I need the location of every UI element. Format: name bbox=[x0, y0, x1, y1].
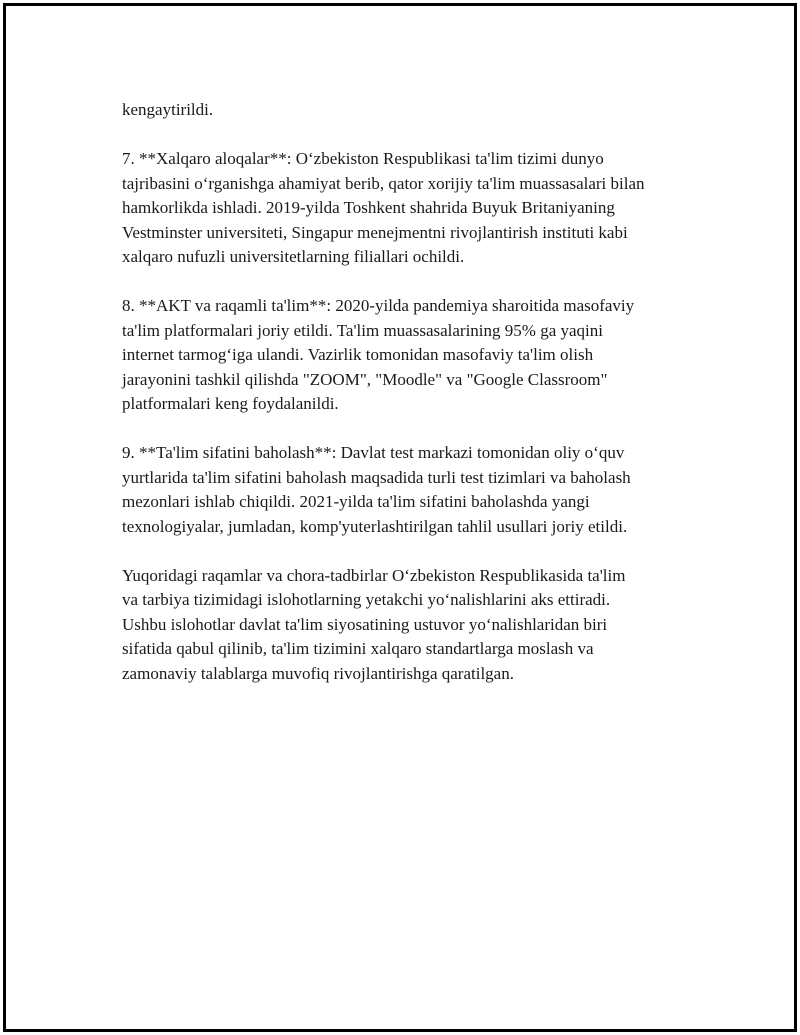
text-line: 7. **Xalqaro aloqalar**: O‘zbekiston Respublikasi ta'lim tizimi dunyo bbox=[122, 149, 604, 168]
text-line: kengaytirildi. bbox=[122, 100, 214, 119]
text-line: jarayonini tashkil qilishda "ZOOM", "Moodle" va "Google Classroom" bbox=[122, 369, 608, 389]
paragraph-quality-assessment bbox=[122, 441, 682, 539]
text-line: hamkorlikda ishladi. 2019-yilda Toshkent shahrida Buyuk Britaniyaning bbox=[122, 198, 615, 217]
text-line: platformalari keng foydalanildi. bbox=[122, 394, 339, 413]
text-line: Vestminster universiteti, Singapur menejmentni rivojlantirish instituti kabi bbox=[122, 222, 628, 242]
paragraph-conclusion bbox=[122, 564, 682, 687]
text-line: zamonaviy talablarga muvofiq rivojlantirishga qaratilgan. bbox=[122, 663, 514, 683]
text-line: yurtlarida ta'lim sifatini baholash maqsadida turli test tizimlari va baholash bbox=[122, 467, 631, 487]
text-line: texnologiyalar, jumladan, komp'yuterlashtirilgan tahlil usullari joriy etildi. bbox=[122, 516, 628, 536]
document-page bbox=[3, 3, 797, 1032]
text-line: Ushbu islohotlar davlat ta'lim siyosatining ustuvor yo‘nalishlaridan biri bbox=[122, 614, 608, 634]
text-line: Yuqoridagi raqamlar va chora-tadbirlar O‘zbekiston Respublikasida ta'lim bbox=[122, 565, 626, 585]
continuation-paragraph bbox=[122, 98, 682, 123]
text-line: 9. **Ta'lim sifatini baholash**: Davlat test markazi tomonidan oliy o‘quv bbox=[122, 443, 625, 462]
text-line: internet tarmog‘iga ulandi. Vazirlik tomonidan masofaviy ta'lim olish bbox=[122, 345, 594, 364]
paragraph-international-relations bbox=[122, 147, 682, 270]
text-line: mezonlari ishlab chiqildi. 2021-yilda ta'lim sifatini baholashda yangi bbox=[122, 492, 590, 511]
text-line: 8. **AKT va raqamli ta'lim**: 2020-yilda pandemiya sharoitida masofaviy bbox=[122, 296, 635, 315]
paragraph-ict-digital-education bbox=[122, 294, 682, 417]
text-line: xalqaro nufuzli universitetlarning filiallari ochildi. bbox=[122, 247, 465, 266]
text-line: va tarbiya tizimidagi islohotlarning yetakchi yo‘nalishlarini aks ettiradi. bbox=[122, 590, 611, 609]
text-line: tajribasini o‘rganishga ahamiyat berib, qator xorijiy ta'lim muassasalari bilan bbox=[122, 173, 645, 193]
text-line: ta'lim platformalari joriy etildi. Ta'lim muassasalarining 95% ga yaqini bbox=[122, 320, 603, 340]
document-body bbox=[122, 98, 682, 711]
text-line: sifatida qabul qilinib, ta'lim tizimini xalqaro standartlarga moslash va bbox=[122, 639, 594, 658]
